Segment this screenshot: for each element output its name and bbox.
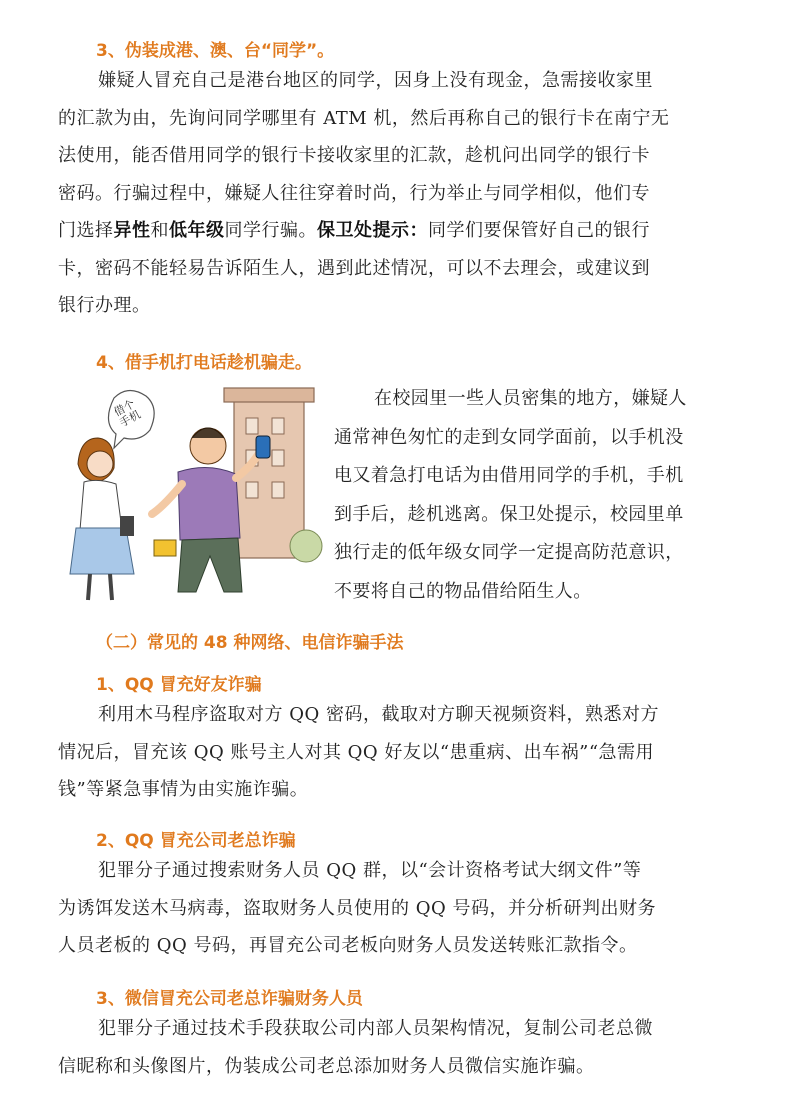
text-line: 信昵称和头像图片，伪装成公司老总添加财务人员微信实施诈骗。 bbox=[58, 1055, 595, 1077]
text-line: 利用木马程序盗取对方 QQ 密码，截取对方聊天视频资料，熟悉对方 bbox=[98, 704, 659, 725]
item-1-paragraph bbox=[58, 696, 730, 809]
text-line: 情况后，冒充该 QQ 账号主人对其 QQ 好友以“患重病、出车祸”“急需用 bbox=[58, 741, 655, 763]
section-4-paragraph bbox=[334, 380, 734, 611]
item-heading-3: 3、微信冒充公司老总诈骗财务人员 bbox=[96, 989, 363, 1009]
text-line: 到手后，趁机逃离。保卫处提示，校园里单 bbox=[334, 503, 684, 525]
bold-term: 异性 bbox=[113, 220, 151, 241]
item-2-paragraph bbox=[58, 852, 730, 965]
text-line: 为诱饵发送木马病毒，盗取财务人员使用的 QQ 号码，并分析研判出财务 bbox=[58, 897, 656, 919]
section-3-paragraph bbox=[58, 62, 730, 325]
item-heading-2: 2、QQ 冒充公司老总诈骗 bbox=[96, 831, 296, 851]
text-line: 的汇款为由，先询问同学哪里有 ATM 机，然后再称自己的银行卡在南宁无 bbox=[58, 107, 670, 129]
text-line: 密码。行骗过程中，嫌疑人往往穿着时尚，行为举止与同学相似，他们专 bbox=[58, 182, 650, 204]
text-line: 通常神色匆忙的走到女同学面前，以手机没 bbox=[334, 426, 684, 448]
speech-bubble-text: 借个 手机 bbox=[111, 397, 143, 430]
bold-term: 低年级 bbox=[169, 220, 225, 241]
item-3-paragraph bbox=[58, 1010, 730, 1085]
text-line: 卡，密码不能轻易告诉陌生人，遇到此述情况，可以不去理会，或建议到 bbox=[58, 257, 650, 279]
text-line-emphasis: 门选择异性和低年级同学行骗。保卫处提示：同学们要保管好自己的银行 bbox=[58, 220, 650, 241]
text-line: 嫌疑人冒充自己是港台地区的同学，因身上没有现金，急需接收家里 bbox=[98, 70, 653, 91]
item-heading-1: 1、QQ 冒充好友诈骗 bbox=[96, 675, 262, 695]
text-line: 在校园里一些人员密集的地方，嫌疑人 bbox=[374, 388, 687, 409]
text-line: 犯罪分子通过技术手段获取公司内部人员架构情况，复制公司老总微 bbox=[98, 1018, 653, 1039]
tip-label: 保卫处提示： bbox=[317, 220, 428, 241]
section-heading-4: 4、借手机打电话趁机骗走。 bbox=[96, 353, 312, 373]
text-line: 不要将自己的物品借给陌生人。 bbox=[334, 580, 592, 602]
phone-borrowing-illustration bbox=[58, 378, 326, 606]
text-line: 银行办理。 bbox=[58, 295, 151, 316]
text-line: 钱”等紧急事情为由实施诈骗。 bbox=[58, 779, 309, 800]
text-line: 法使用，能否借用同学的银行卡接收家里的汇款，趁机问出同学的银行卡 bbox=[58, 145, 650, 166]
part-heading: （二）常见的 48 种网络、电信诈骗手法 bbox=[96, 633, 404, 653]
text-line: 独行走的低年级女同学一定提高防范意识， bbox=[334, 542, 684, 563]
section-heading-3: 3、伪装成港、澳、台“同学”。 bbox=[96, 41, 335, 61]
text-line: 人员老板的 QQ 号码，再冒充公司老板向财务人员发送转账汇款指令。 bbox=[58, 935, 638, 956]
text-line: 电又着急打电话为由借用同学的手机，手机 bbox=[334, 465, 684, 486]
text-line: 犯罪分子通过搜索财务人员 QQ 群，以“会计资格考试大纲文件”等 bbox=[98, 860, 642, 881]
